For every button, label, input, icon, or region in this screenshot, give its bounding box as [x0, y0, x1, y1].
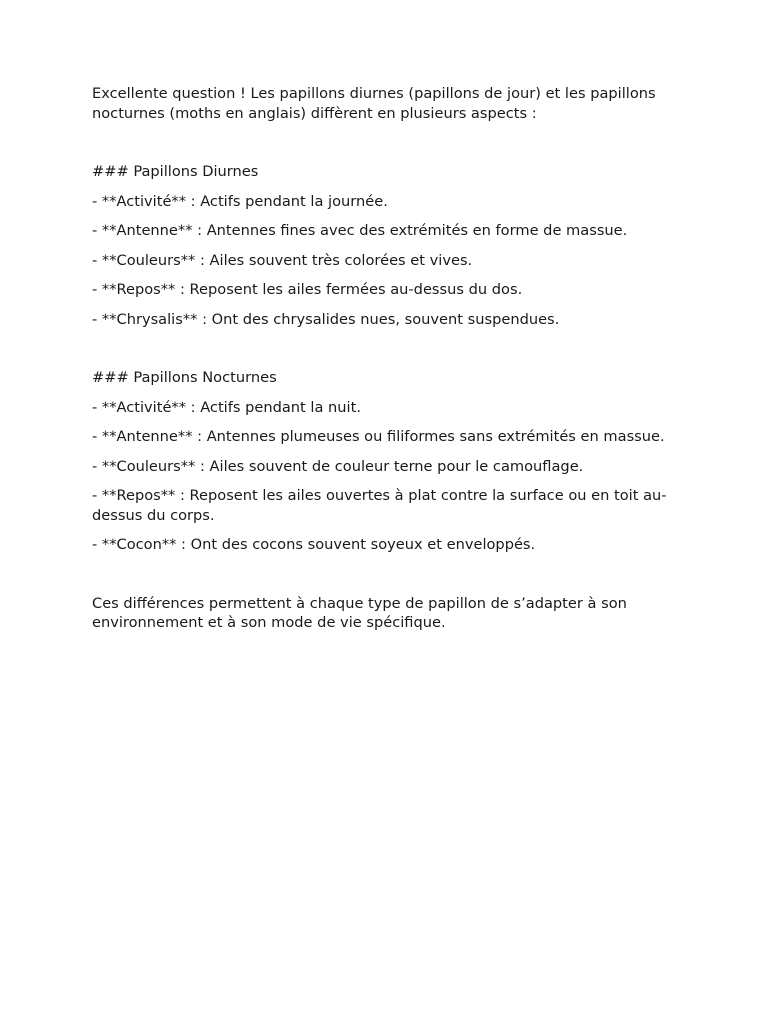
- list-item-antenne-nocturnes: - **Antenne** : Antennes plumeuses ou filiformes sans extrémités en massue.: [92, 428, 665, 445]
- list-item-repos-nocturnes: - **Repos** : Reposent les ailes ouvertes à plat contre la surface ou en toit au-dessus du corps.: [92, 487, 667, 524]
- section-diurnes: [92, 162, 682, 329]
- list-item-chrysalis-diurnes: - **Chrysalis** : Ont des chrysalides nues, souvent suspendues.: [92, 310, 560, 328]
- list-item-repos-diurnes: - **Repos** : Reposent les ailes fermées au-dessus du dos.: [92, 281, 523, 298]
- list-item-antenne-diurnes: - **Antenne** : Antennes fines avec des extrémités en forme de massue.: [92, 222, 628, 239]
- intro-paragraph: Excellente question ! Les papillons diurnes (papillons de jour) et les papillons nocturnes (moths en anglais) diffèrent en plusieurs aspects :: [92, 85, 656, 122]
- section-heading-nocturnes: ### Papillons Nocturnes: [92, 369, 277, 386]
- list-item-couleurs-nocturnes: - **Couleurs** : Ailes souvent de couleur terne pour le camouflage.: [92, 457, 584, 475]
- list-item-cocon-nocturnes: - **Cocon** : Ont des cocons souvent soyeux et enveloppés.: [92, 536, 536, 553]
- section-nocturnes: [92, 368, 682, 555]
- list-item-activite-diurnes: - **Activité** : Actifs pendant la journée.: [92, 192, 388, 210]
- conclusion-paragraph: Ces différences permettent à chaque type de papillon de s’adapter à son environnement et à son mode de vie spécifique.: [92, 594, 627, 631]
- list-item-couleurs-diurnes: - **Couleurs** : Ailes souvent très colorées et vives.: [92, 251, 473, 269]
- document-page: [92, 84, 682, 633]
- list-item-activite-nocturnes: - **Activité** : Actifs pendant la nuit.: [92, 398, 361, 416]
- section-heading-diurnes: ### Papillons Diurnes: [92, 163, 259, 180]
